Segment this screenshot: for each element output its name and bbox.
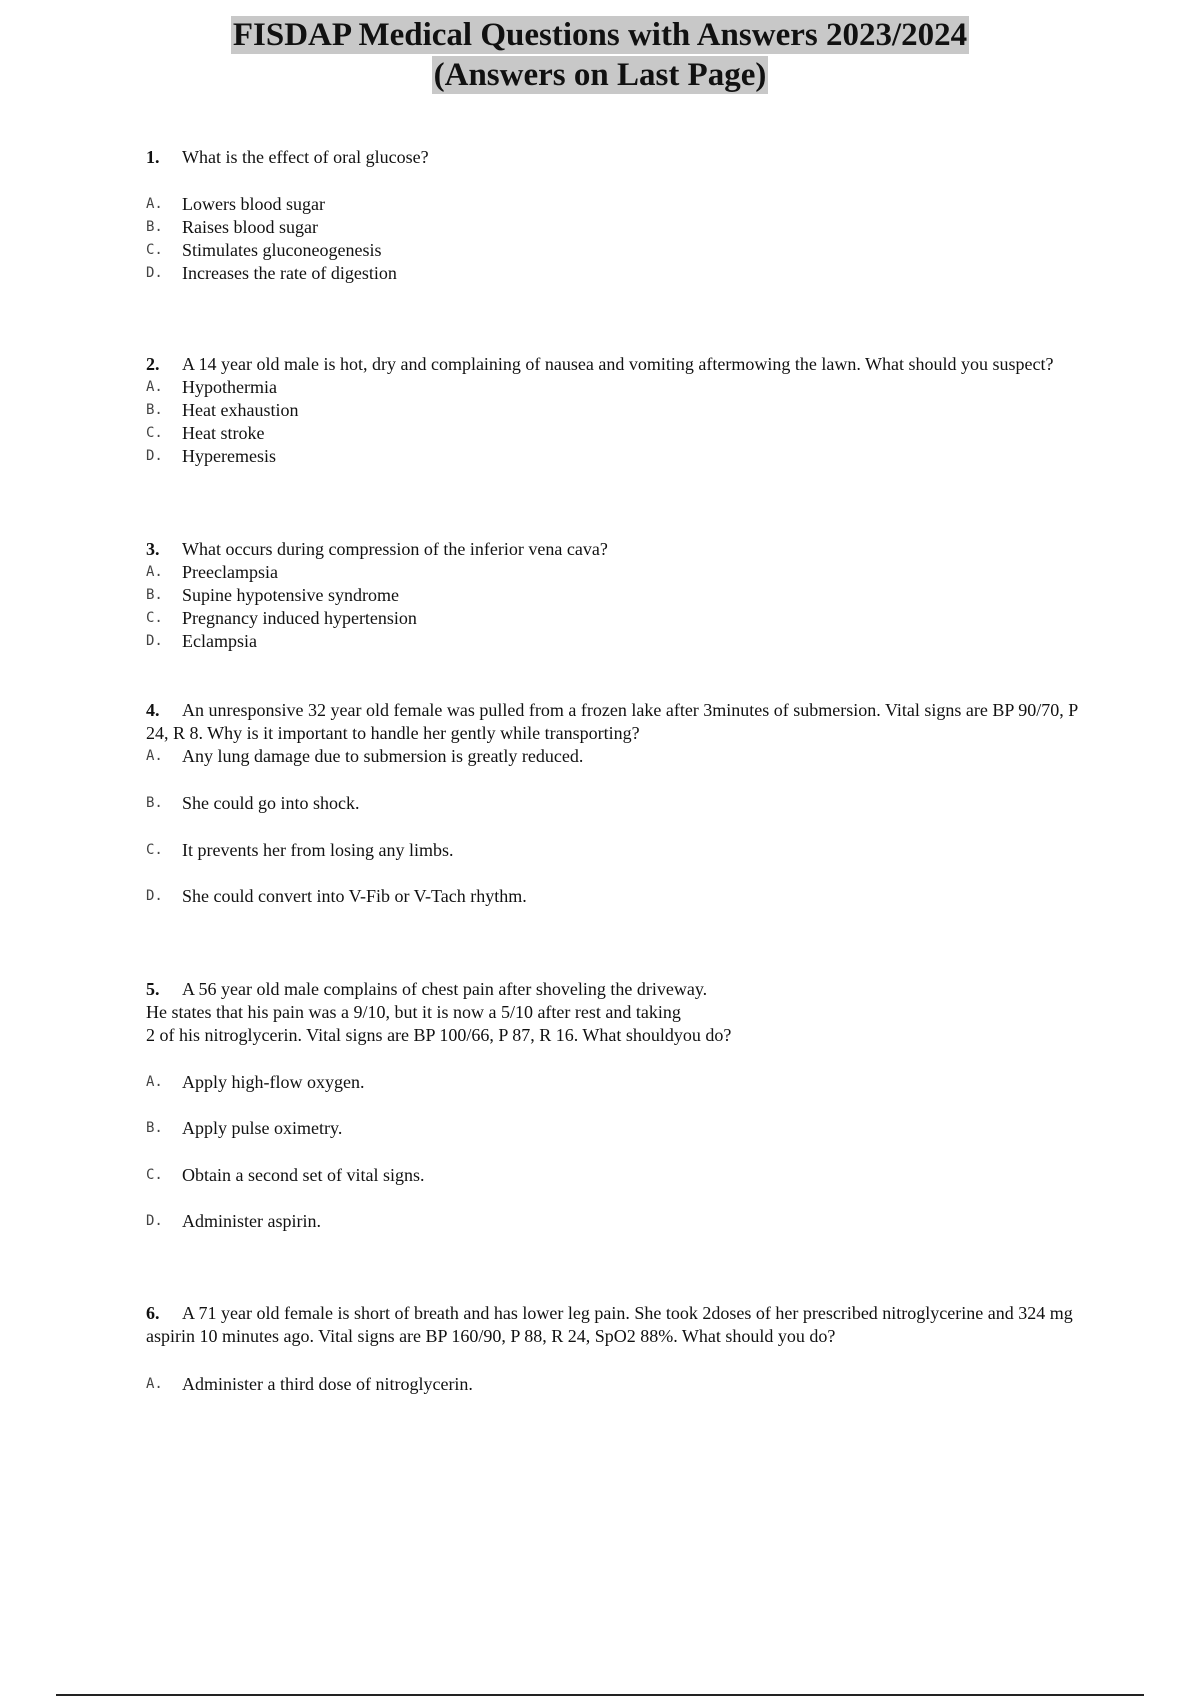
- footer-rule: [56, 1694, 1144, 1696]
- option-b: B. Apply pulse oximetry.: [146, 1118, 343, 1138]
- option-d: D. She could convert into V-Fib or V-Tach rhythm.: [146, 886, 527, 906]
- question-text-line-3: 2 of his nitroglycerin. Vital signs are BP 100/66, P 87, R 16. What shouldyou do?: [146, 1025, 732, 1045]
- option-c: C. Stimulates gluconeogenesis: [146, 240, 382, 260]
- option-c-q4: [146, 839, 1096, 862]
- option-c: C. Pregnancy induced hypertension: [146, 608, 417, 628]
- question-5: [146, 978, 1096, 1047]
- option-b-q5: [146, 1117, 1096, 1140]
- option-d: D. Administer aspirin.: [146, 1211, 321, 1231]
- option-c: C. Heat stroke: [146, 423, 265, 443]
- option-d: D. Increases the rate of digestion: [146, 263, 397, 283]
- option-c-q5: [146, 1164, 1096, 1187]
- option-b: B. Raises blood sugar: [146, 217, 318, 237]
- option-a: A. Hypothermia: [146, 377, 277, 397]
- option-b-q4: [146, 792, 1096, 815]
- option-a: A. Lowers blood sugar: [146, 194, 325, 214]
- option-b: B. Heat exhaustion: [146, 400, 299, 420]
- question-number: 3.: [146, 539, 160, 559]
- option-c: C. Obtain a second set of vital signs.: [146, 1165, 425, 1185]
- question-text: A 14 year old male is hot, dry and complaining of nausea and vomiting aftermowing the lawn. What should you suspect?: [182, 354, 1054, 374]
- question-number: 2.: [146, 354, 160, 374]
- question-text-line-1: A 56 year old male complains of chest pain after shoveling the driveway.: [182, 979, 708, 999]
- option-c: C. It prevents her from losing any limbs.: [146, 840, 454, 860]
- question-number: 5.: [146, 979, 160, 999]
- option-d-q5: [146, 1210, 1096, 1233]
- option-b: B. She could go into shock.: [146, 793, 360, 813]
- option-a: A. Administer a third dose of nitroglycerin.: [146, 1374, 473, 1394]
- option-b: B. Supine hypotensive syndrome: [146, 585, 399, 605]
- question-number: 6.: [146, 1303, 160, 1323]
- title-line-1: FISDAP Medical Questions with Answers 2023/2024: [232, 17, 968, 53]
- question-1: [146, 146, 1096, 169]
- option-a: A. Any lung damage due to submersion is greatly reduced.: [146, 746, 584, 766]
- title-line-2: (Answers on Last Page): [433, 57, 767, 93]
- option-a-q5: [146, 1071, 1096, 1094]
- question-6: [146, 1302, 1096, 1348]
- question-text: What is the effect of oral glucose?: [182, 147, 429, 167]
- question-2: [146, 353, 1096, 468]
- option-d-q4: [146, 885, 1096, 908]
- question-number: 4.: [146, 700, 160, 720]
- question-3: [146, 538, 1096, 653]
- option-a-q6: [146, 1373, 1096, 1396]
- question-4: [146, 699, 1096, 768]
- question-text-line-2: He states that his pain was a 9/10, but it is now a 5/10 after rest and taking: [146, 1002, 681, 1022]
- option-d: D. Hyperemesis: [146, 446, 276, 466]
- option-d: D. Eclampsia: [146, 631, 257, 651]
- question-text: An unresponsive 32 year old female was pulled from a frozen lake after 3minutes of submersion. Vital signs are BP 90/70, P 24, R 8. Why is it important to handle her gently while transporting?: [146, 700, 1078, 743]
- question-text: What occurs during compression of the inferior vena cava?: [182, 539, 608, 559]
- question-text: A 71 year old female is short of breath and has lower leg pain. She took 2doses of her prescribed nitroglycerine and 324 mg aspirin 10 minutes ago. Vital signs are BP 160/90, P 88, R 24, SpO2 88%. What should you do?: [146, 1303, 1073, 1346]
- options-q1: [146, 193, 1096, 285]
- option-a: A. Preeclampsia: [146, 562, 278, 582]
- option-a: A. Apply high-flow oxygen.: [146, 1072, 365, 1092]
- question-number: 1.: [146, 147, 160, 167]
- document-title: [0, 16, 1200, 96]
